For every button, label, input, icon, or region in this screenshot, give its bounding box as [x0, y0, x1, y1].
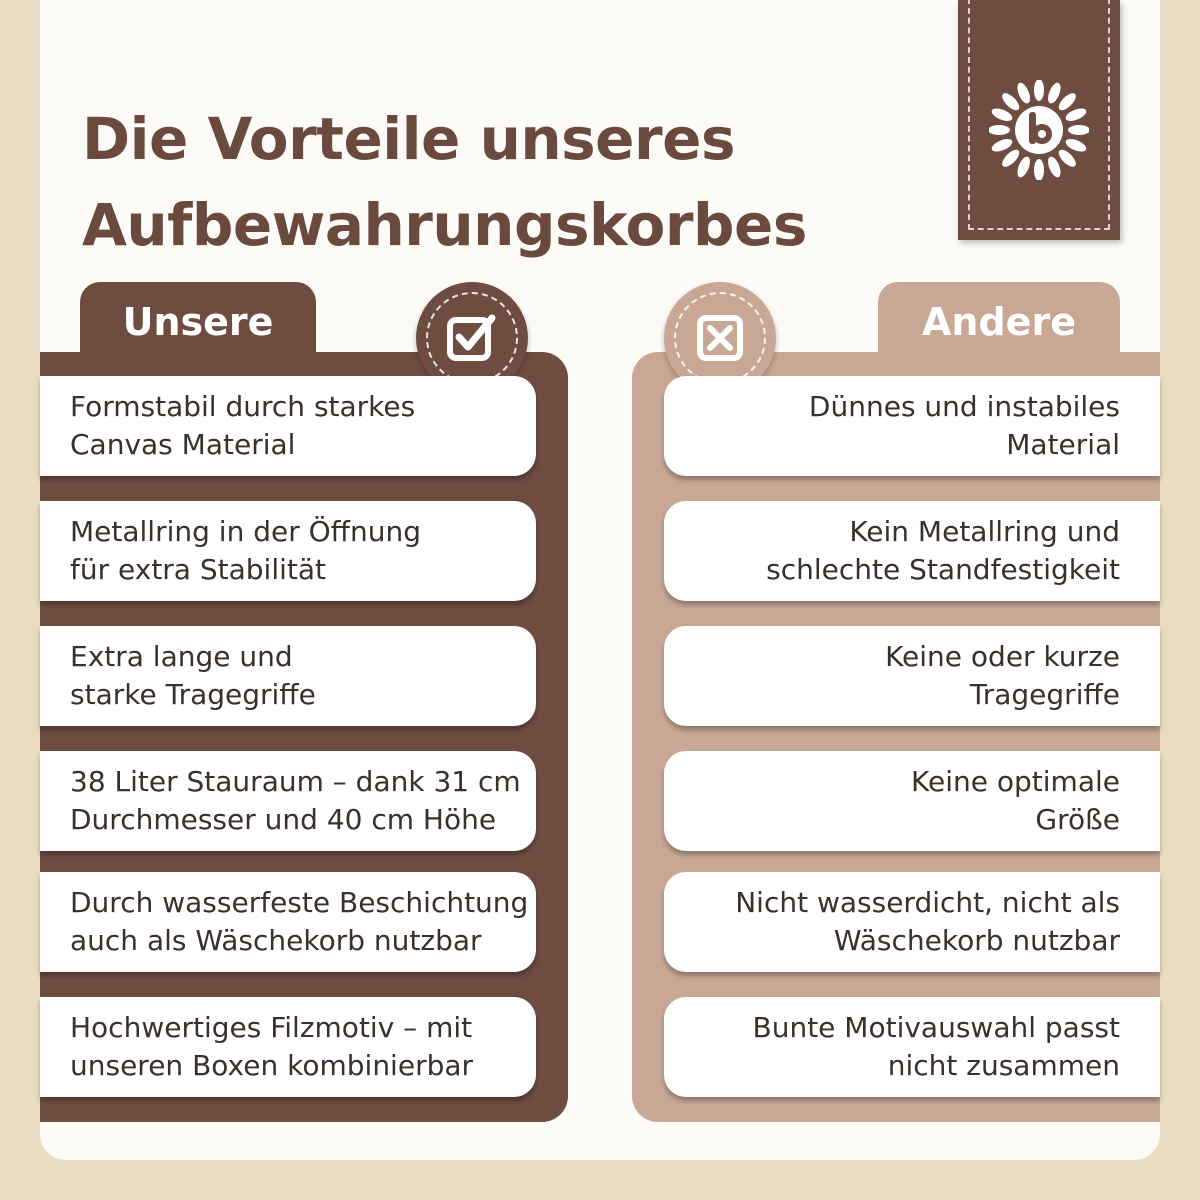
- badge-check-stitch: [426, 292, 518, 384]
- item-text-line2: unseren Boxen kombinierbar: [70, 1049, 474, 1082]
- page-title: [82, 96, 932, 268]
- list-item: [40, 626, 536, 726]
- tab-andere: [878, 282, 1120, 362]
- item-text-line1: Keine optimale: [911, 765, 1120, 798]
- item-text-line1: Extra lange und: [70, 640, 293, 673]
- list-item: [40, 376, 536, 476]
- item-text-line2: Durchmesser und 40 cm Höhe: [70, 803, 497, 836]
- logo-bookmark: [958, 0, 1120, 240]
- list-item: [664, 751, 1160, 851]
- item-text-line1: Kein Metallring und: [849, 515, 1120, 548]
- title-line-1: Die Vorteile unseres: [82, 105, 735, 173]
- item-text-line2: nicht zusammen: [887, 1049, 1120, 1082]
- item-text-line2: für extra Stabilität: [70, 553, 327, 586]
- item-text-line2: schlechte Standfestigkeit: [766, 553, 1120, 586]
- item-text-line2: Tragegriffe: [969, 678, 1120, 711]
- item-text-line1: Durch wasserfeste Beschichtung: [70, 886, 529, 919]
- item-text-line1: Keine oder kurze: [885, 640, 1120, 673]
- item-text-line1: Formstabil durch starkes: [70, 390, 416, 423]
- item-text-line1: Nicht wasserdicht, nicht als: [735, 886, 1120, 919]
- item-text-line1: 38 Liter Stauraum – dank 31 cm: [70, 765, 521, 798]
- list-item: [664, 376, 1160, 476]
- list-item: [664, 626, 1160, 726]
- flower-b-logo-icon: [989, 80, 1089, 180]
- tab-andere-label: Andere: [922, 300, 1076, 344]
- item-text-line2: Material: [1006, 428, 1120, 461]
- item-text-line2: auch als Wäschekorb nutzbar: [70, 924, 482, 957]
- checkbox-crossed-icon: [692, 310, 748, 366]
- tab-unsere-label: Unsere: [122, 300, 274, 344]
- item-text-line2: Größe: [1035, 803, 1120, 836]
- badge-x-stitch: [674, 292, 766, 384]
- tab-unsere: [80, 282, 316, 362]
- list-item: [40, 751, 536, 851]
- item-text-line1: Hochwertiges Filzmotiv – mit: [70, 1011, 473, 1044]
- item-text-line1: Dünnes und instabiles: [808, 390, 1120, 423]
- list-item: [40, 997, 536, 1097]
- item-text-line1: Metallring in der Öffnung: [70, 515, 421, 548]
- item-text-line2: Wäschekorb nutzbar: [833, 924, 1120, 957]
- item-text-line2: Canvas Material: [70, 428, 296, 461]
- list-item: [40, 872, 536, 972]
- list-item: [664, 501, 1160, 601]
- item-text-line1: Bunte Motivauswahl passt: [752, 1011, 1120, 1044]
- checkbox-checked-icon: [444, 310, 500, 366]
- list-item: [40, 501, 536, 601]
- list-item: [664, 997, 1160, 1097]
- title-line-2: Aufbewahrungskorbes: [82, 191, 807, 259]
- list-item: [664, 872, 1160, 972]
- item-text-line2: starke Tragegriffe: [70, 678, 316, 711]
